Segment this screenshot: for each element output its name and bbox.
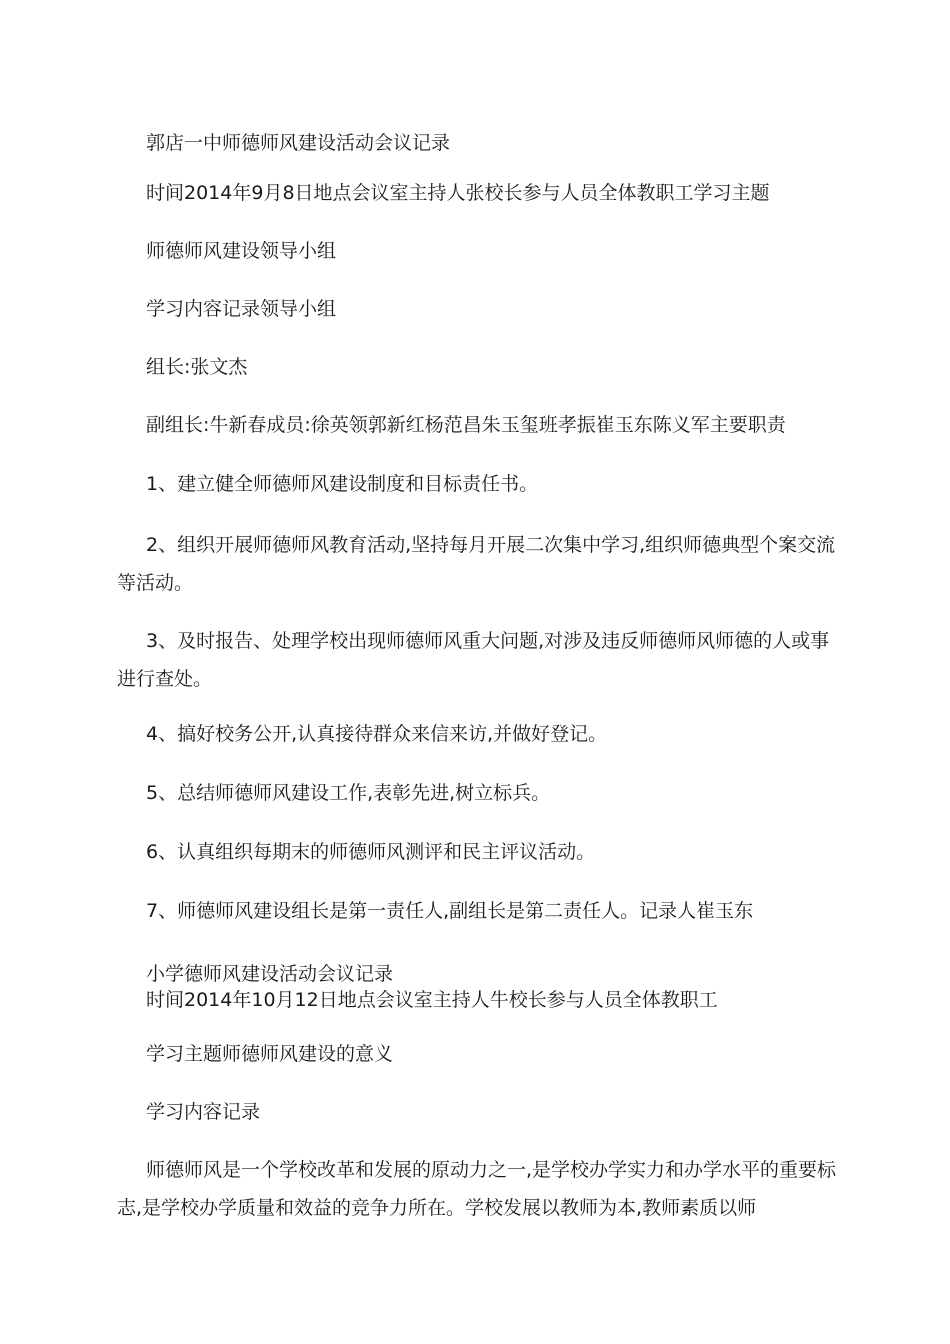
duty-item-4: 4、搞好校务公开,认真接待群众来信来访,并做好登记。 [146,723,608,745]
duty-item-6: 6、认真组织每期末的师德师风测评和民主评议活动。 [146,841,596,863]
body-paragraph: 师德师风是一个学校改革和发展的原动力之一,是学校办学实力和办学水平的重要标志,是学校办学质量和效益的竞争力所在。学校发展以教师为本,教师素质以师 [117,1159,837,1219]
duty-item-5: 5、总结师德师风建设工作,表彰先进,树立标兵。 [146,782,551,804]
meeting-info-1: 时间2014年9月8日地点会议室主持人张校长参与人员全体教职工学习主题 [146,182,770,204]
group-leader: 组长:张文杰 [146,356,248,378]
duty-item-3: 3、及时报告、处理学校出现师德师风重大问题,对涉及违反师德师风师德的人或事进行查处。 [117,630,830,690]
study-content-2: 学习内容记录 [146,1101,261,1123]
duty-item-7: 7、师德师风建设组长是第一责任人,副组长是第二责任人。记录人崔玉东 [146,900,754,922]
document-title-2: 小学德师风建设活动会议记录 [146,963,394,985]
duty-item-2: 2、组织开展师德师风教育活动,坚持每月开展二次集中学习,组织师德典型个案交流等活动。 [117,534,836,594]
duty-item-1: 1、建立健全师德师风建设制度和目标责任书。 [146,473,539,495]
group-members: 副组长:牛新春成员:徐英领郭新红杨范昌朱玉玺班孝振崔玉东陈义军主要职责 [146,414,786,436]
study-theme-2: 学习主题师德师风建设的意义 [146,1043,394,1065]
document-title-1: 郭店一中师德师风建设活动会议记录 [146,132,451,154]
study-theme-1: 师德师风建设领导小组 [146,240,337,262]
study-content-1: 学习内容记录领导小组 [146,298,337,320]
meeting-info-2: 时间2014年10月12日地点会议室主持人牛校长参与人员全体教职工 [146,989,718,1011]
